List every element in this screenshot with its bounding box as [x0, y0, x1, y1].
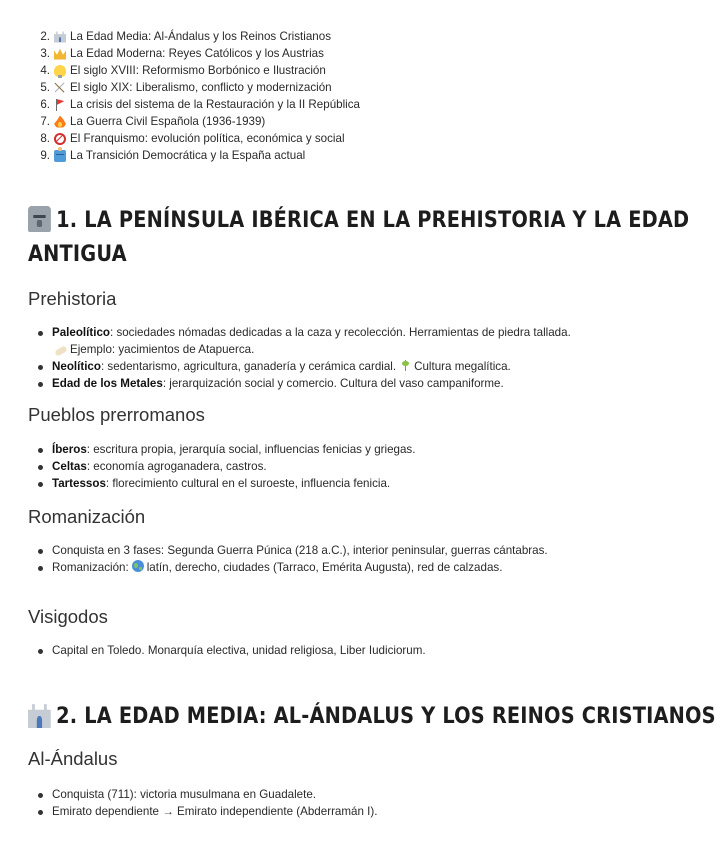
item-text: : escritura propia, jerarquía social, influencias fenicias y griegas.: [86, 443, 416, 456]
toc-number: 8.: [40, 132, 50, 145]
toc-item[interactable]: [28, 147, 360, 164]
crown-icon: [54, 48, 66, 60]
item-text: : sedentarismo, agricultura, ganadería y cerámica cardial.: [100, 360, 397, 373]
section-2-title-text: 2. LA EDAD MEDIA: AL-ÁNDALUS Y LOS REINOS CRISTIANOS: [56, 704, 716, 729]
castle-icon: [54, 31, 66, 43]
pueblos-list: [52, 441, 572, 492]
toc-number: 3.: [40, 47, 50, 60]
heading-romanizacion: Romanización: [28, 506, 146, 527]
list-item: [52, 441, 572, 458]
item-text: Conquista en 3 fases: Segunda Guerra Púnica (218 a.C.), interior peninsular, guerras cántabras.: [52, 544, 548, 557]
toc-number: 4.: [40, 64, 50, 77]
item-text: : sociedades nómadas dedicadas a la caza y recolección. Herramientas de piedra tallada.: [110, 326, 571, 339]
item-text: Romanización:: [52, 561, 129, 574]
toc-label: El siglo XVIII: Reformismo Borbónico e Ilustración: [70, 64, 326, 77]
term: Tartessos: [52, 477, 106, 490]
list-item: [52, 475, 572, 492]
item-text: Capital en Toledo. Monarquía electiva, unidad religiosa, Liber Iudiciorum.: [52, 644, 426, 657]
table-of-contents: [28, 28, 360, 164]
list-item: [52, 542, 572, 559]
item-text: : jerarquización social y comercio. Cultura del vaso campaniforme.: [162, 377, 504, 390]
heading-prehistoria: Prehistoria: [28, 288, 117, 309]
term: Neolítico: [52, 360, 101, 373]
heading-visigodos: Visigodos: [28, 606, 108, 627]
list-item: [52, 803, 572, 820]
toc-number: 7.: [40, 115, 50, 128]
list-item: [52, 324, 572, 358]
item-text: Emirato dependiente → Emirato independiente (Abderramán I).: [52, 805, 378, 818]
toc-item[interactable]: [28, 62, 360, 79]
toc-label: La Edad Media: Al-Ándalus y los Reinos Cristianos: [70, 30, 331, 43]
toc-item[interactable]: [28, 113, 360, 130]
globe-icon: [132, 560, 144, 572]
section-1-title-line1: 1. LA PENÍNSULA IBÉRICA EN LA PREHISTORIA Y LA EDAD: [56, 208, 690, 233]
list-item: [52, 375, 572, 392]
fire-icon: [54, 116, 66, 128]
item-text: latín, derecho, ciudades (Tarraco, Emérita Augusta), red de calzadas.: [146, 561, 503, 574]
item-text: Cultura megalítica.: [414, 360, 511, 373]
section-1-title-cont: [28, 238, 127, 272]
toc-label: El Franquismo: evolución política, económica y social: [70, 132, 345, 145]
crossed-swords-icon: [54, 82, 66, 94]
list-item: [52, 559, 572, 576]
lightbulb-icon: [54, 65, 66, 77]
toc-item[interactable]: [28, 79, 360, 96]
red-flag-icon: [54, 99, 66, 111]
toc-label: El siglo XIX: Liberalismo, conflicto y modernización: [70, 81, 332, 94]
term: Celtas: [52, 460, 87, 473]
heading-al-andalus: Al-Ándalus: [28, 748, 118, 769]
section-1-title: [28, 204, 689, 238]
castle-icon: [28, 702, 51, 728]
toc-item[interactable]: [28, 130, 360, 147]
item-text: : economía agroganadera, castros.: [86, 460, 267, 473]
romanizacion-list: [52, 542, 572, 576]
visigodos-list: [52, 642, 572, 659]
list-item: [52, 642, 572, 659]
term: Paleolítico: [52, 326, 110, 339]
ballot-box-icon: [54, 150, 66, 162]
section-2-title: [28, 700, 716, 734]
toc-number: 2.: [40, 30, 50, 43]
toc-number: 9.: [40, 149, 50, 162]
toc-label: La Guerra Civil Española (1936-1939): [70, 115, 266, 128]
term: Edad de los Metales: [52, 377, 163, 390]
list-item: [52, 458, 572, 475]
item-text: Conquista (711): victoria musulmana en Guadalete.: [52, 788, 317, 801]
toc-number: 5.: [40, 81, 50, 94]
toc-label: La crisis del sistema de la Restauración y la II República: [70, 98, 360, 111]
bone-icon: [54, 345, 67, 356]
item-text: : florecimiento cultural en el suroeste, influencia fenicia.: [105, 477, 391, 490]
toc-number: 6.: [40, 98, 50, 111]
moai-icon: [28, 206, 51, 232]
toc-item[interactable]: [28, 45, 360, 62]
list-item: [52, 786, 572, 803]
no-entry-icon: [54, 133, 66, 145]
section-1-title-line2: ANTIGUA: [28, 242, 127, 267]
toc-item[interactable]: [28, 96, 360, 113]
heading-pueblos-prerromanos: Pueblos prerromanos: [28, 404, 205, 425]
list-item: [52, 358, 572, 375]
toc-item[interactable]: [28, 28, 360, 45]
toc-label: La Edad Moderna: Reyes Católicos y los Austrias: [70, 47, 324, 60]
item-text: Ejemplo: yacimientos de Atapuerca.: [70, 343, 255, 356]
toc-label: La Transición Democrática y la España actual: [70, 149, 306, 162]
prehistoria-list: [52, 324, 572, 392]
term: Íberos: [52, 443, 87, 456]
al-andalus-list: [52, 786, 572, 820]
herb-icon: [399, 359, 411, 371]
